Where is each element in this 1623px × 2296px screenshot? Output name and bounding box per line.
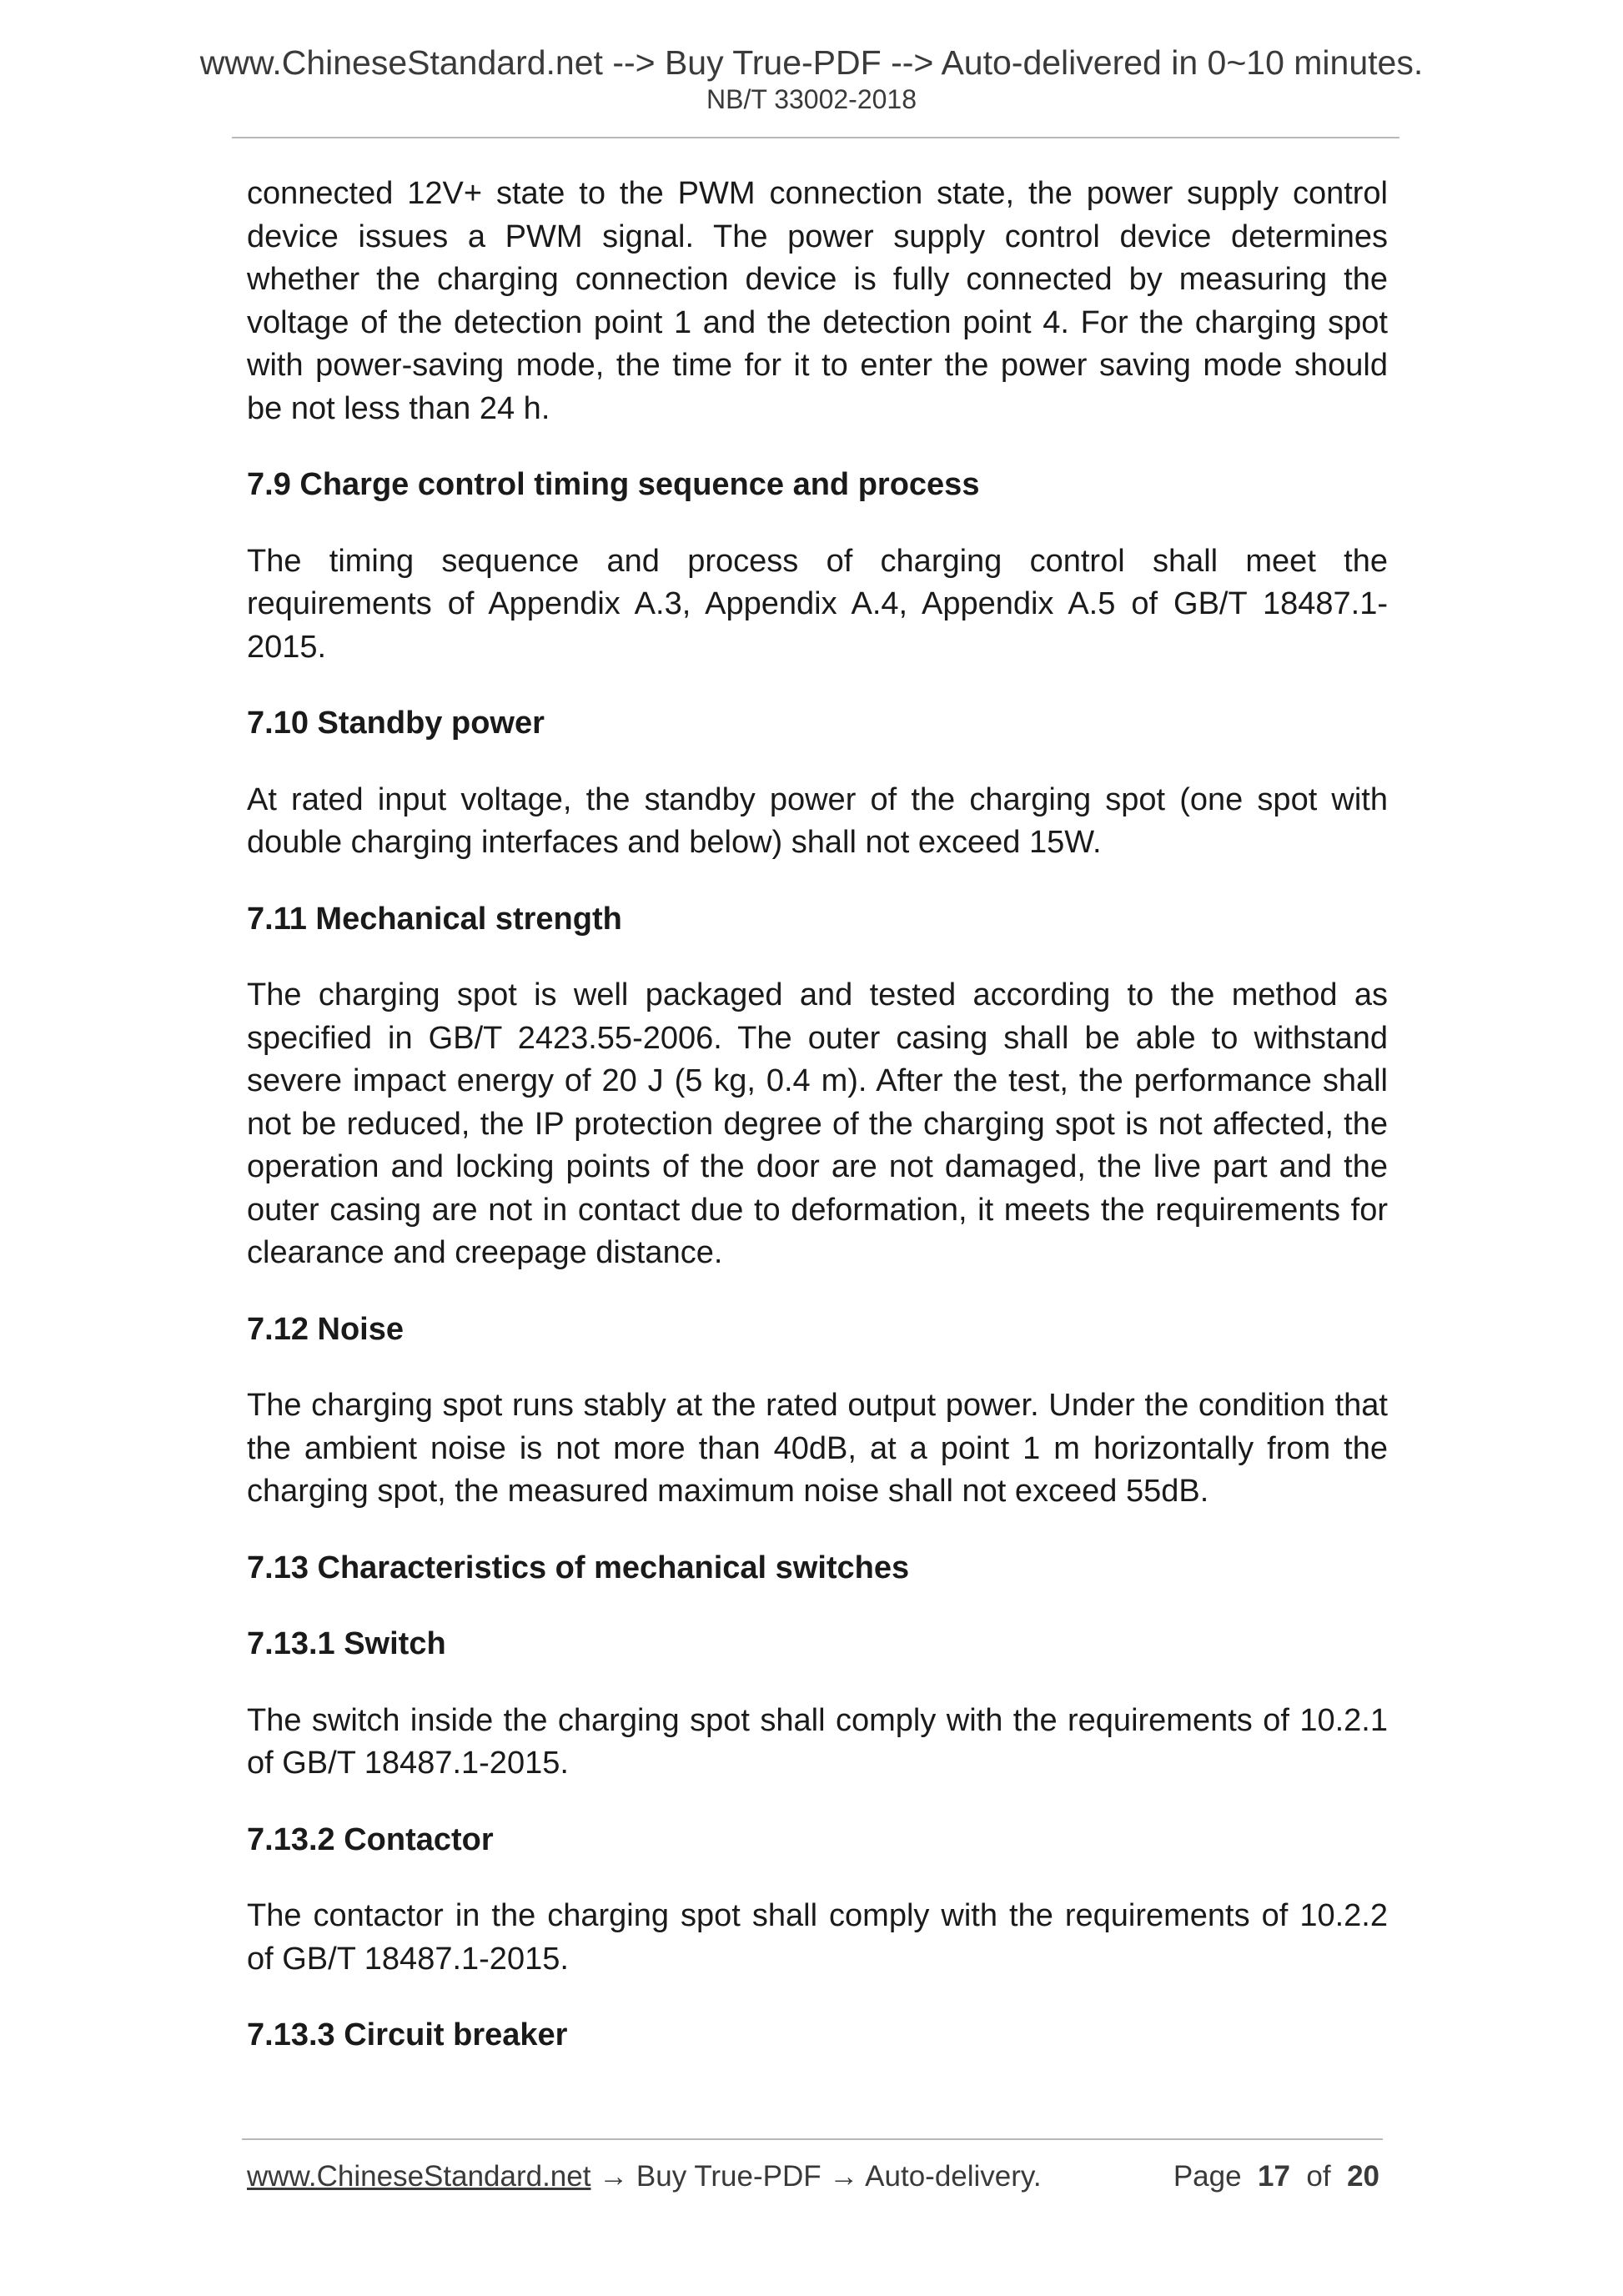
page-of-label: of (1306, 2160, 1331, 2193)
paragraph-7-13-1: The switch inside the charging spot shall comply with the requirements of 10.2.1 of GB/T 18487.1-2015. (247, 1702, 1388, 1781)
paragraph-7-12: The charging spot runs stably at the rated output power. Under the condition that the ambient noise is not more than 40dB, at a point 1 m horizontally from the charging spot, the measured maximum noise shall not exceed 55dB. (247, 1388, 1388, 1509)
paragraph-7-11: The charging spot is well packaged and tested according to the method as specified in GB/T 2423.55-2006. The outer casing shall be able to withstand severe impact energy of 20 J (5 kg, 0.4 m). After the test, the performance shall not be reduced, the IP protection degree of the charging spot is not affected, the operation and locking points of the door are not damaged, the live part and the outer casing are not in contact due to deformation, it meets the requirements for clearance and creepage distance. (247, 977, 1388, 1270)
paragraph-7-10: At rated input voltage, the standby power of the charging spot (one spot with double charging interfaces and below) shall not exceed 15W. (247, 781, 1388, 860)
heading-7-13: 7.13 Characteristics of mechanical switches (247, 1550, 910, 1585)
header-banner: www.ChineseStandard.net --> Buy True-PDF --> Auto-delivered in 0~10 minutes. (199, 43, 1424, 82)
paragraph-7-13-2: The contactor in the charging spot shall comply with the requirements of 10.2.2 of GB/T 18487.1-2015. (247, 1898, 1388, 1977)
heading-7-12: 7.12 Noise (247, 1311, 404, 1347)
heading-7-13-2: 7.13.2 Contactor (247, 1821, 494, 1857)
page-label: Page (1173, 2160, 1242, 2193)
heading-7-11: 7.11 Mechanical strength (247, 901, 622, 937)
page-current: 17 (1258, 2160, 1290, 2193)
footer-tagline: → Buy True-PDF → Auto-delivery. (590, 2160, 1042, 2193)
paragraph-7-9: The timing sequence and process of charging control shall meet the requirements of Appendix A.3, Appendix A.4, Appendix A.5 of GB/T 18487.1-2015. (247, 543, 1388, 665)
page-total: 20 (1347, 2160, 1379, 2193)
heading-7-9: 7.9 Charge control timing sequence and process (247, 467, 980, 502)
page-indicator (1173, 2160, 1379, 2193)
footer-site-link[interactable]: www.ChineseStandard.net (247, 2160, 591, 2193)
heading-7-13-3: 7.13.3 Circuit breaker (247, 2017, 568, 2052)
document-body (247, 173, 1388, 2091)
standard-code: NB/T 33002-2018 (706, 84, 917, 114)
footer-left (247, 2160, 1042, 2193)
footer-divider (242, 2138, 1383, 2140)
heading-7-10: 7.10 Standby power (247, 706, 545, 741)
paragraph-intro: connected 12V+ state to the PWM connection state, the power supply control device issues a PWM signal. The power supply control device determines whether the charging connection device is fully connected by measuring the voltage of the detection point 1 and the detection point 4. For the charging spot with power-saving mode, the time for it to enter the power saving mode should be not less than 24 h. (247, 176, 1388, 426)
header-divider (232, 137, 1399, 138)
heading-7-13-1: 7.13.1 Switch (247, 1626, 446, 1661)
